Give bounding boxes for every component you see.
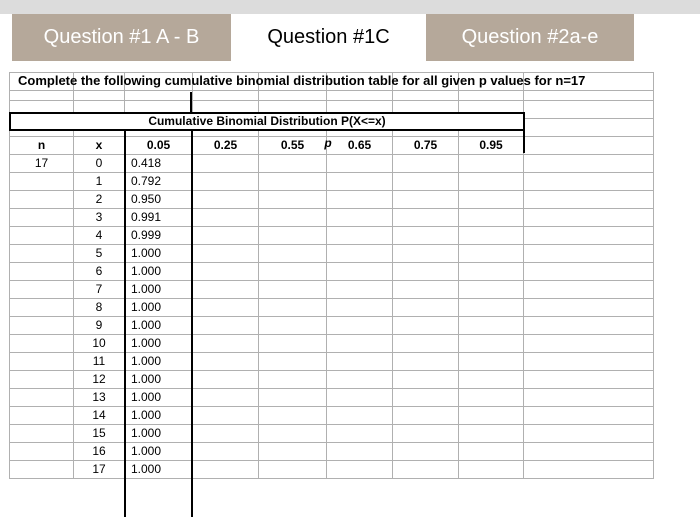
empty-value-cell[interactable] [459,209,524,227]
x-cell[interactable]: 1 [74,173,125,191]
empty-value-cell[interactable] [327,443,393,461]
empty-value-cell[interactable] [193,461,259,479]
empty-value-cell[interactable] [193,371,259,389]
x-cell[interactable]: 2 [74,191,125,209]
value-cell-p-0-05[interactable]: 1.000 [125,299,193,317]
x-cell[interactable]: 17 [74,461,125,479]
value-cell-p-0-05[interactable]: 1.000 [125,281,193,299]
empty-value-cell[interactable] [193,425,259,443]
empty-value-cell[interactable] [327,227,393,245]
empty-value-cell[interactable] [193,317,259,335]
table-row [10,281,654,299]
value-cell-p-0-05[interactable]: 1.000 [125,461,193,479]
empty-value-cell[interactable] [327,317,393,335]
empty-value-cell[interactable] [393,389,459,407]
binomial-table [9,72,654,479]
empty-value-cell[interactable] [393,407,459,425]
empty-value-cell[interactable] [327,281,393,299]
empty-value-cell[interactable] [327,263,393,281]
empty-value-cell[interactable] [259,371,327,389]
table-row [10,191,654,209]
tab-question-1c[interactable]: Question #1C [231,14,426,61]
empty-value-cell[interactable] [259,407,327,425]
empty-value-cell[interactable] [193,353,259,371]
empty-cell[interactable] [524,245,654,263]
value-cell-p-0-05[interactable]: 1.000 [125,317,193,335]
empty-value-cell[interactable] [327,173,393,191]
divider-line [523,131,525,153]
n-cell[interactable] [10,209,74,227]
table-row [10,443,654,461]
empty-cell[interactable] [524,263,654,281]
table-row [10,245,654,263]
empty-value-cell[interactable] [327,191,393,209]
empty-cell[interactable] [524,155,654,173]
value-cell-p-0-05[interactable]: 1.000 [125,335,193,353]
divider-line [190,92,192,112]
n-cell[interactable] [10,335,74,353]
x-cell[interactable]: 16 [74,443,125,461]
empty-cell[interactable] [524,407,654,425]
empty-value-cell[interactable] [259,353,327,371]
empty-value-cell[interactable] [259,461,327,479]
empty-value-cell[interactable] [393,263,459,281]
n-cell[interactable] [10,353,74,371]
empty-cell[interactable] [524,461,654,479]
x-cell[interactable]: 15 [74,425,125,443]
empty-value-cell[interactable] [393,353,459,371]
value-cell-p-0-05[interactable]: 0.991 [125,209,193,227]
table-row [10,263,654,281]
empty-cell[interactable] [524,335,654,353]
empty-value-cell[interactable] [393,443,459,461]
n-cell[interactable] [10,389,74,407]
x-cell[interactable]: 0 [74,155,125,173]
value-cell-p-0-05[interactable]: 1.000 [125,245,193,263]
empty-value-cell[interactable] [459,389,524,407]
empty-value-cell[interactable] [193,191,259,209]
empty-value-cell[interactable] [393,191,459,209]
n-cell[interactable] [10,425,74,443]
empty-value-cell[interactable] [259,335,327,353]
x-cell[interactable]: 7 [74,281,125,299]
header-p-0-75[interactable]: 0.75 [393,137,459,155]
spacer-row [10,91,654,101]
empty-value-cell[interactable] [259,263,327,281]
n-cell[interactable] [10,443,74,461]
empty-value-cell[interactable] [193,245,259,263]
empty-value-cell[interactable] [393,299,459,317]
table-body [10,73,654,479]
empty-value-cell[interactable] [259,425,327,443]
header-x[interactable]: x [74,137,125,155]
n-cell[interactable] [10,281,74,299]
empty-value-cell[interactable] [327,425,393,443]
empty-value-cell[interactable] [327,209,393,227]
empty-value-cell[interactable] [459,281,524,299]
empty-value-cell[interactable] [393,173,459,191]
empty-value-cell[interactable] [259,173,327,191]
empty-value-cell[interactable] [193,299,259,317]
table-row [10,389,654,407]
value-cell-p-0-05[interactable]: 0.950 [125,191,193,209]
empty-value-cell[interactable] [459,443,524,461]
n-cell[interactable] [10,461,74,479]
table-row [10,425,654,443]
n-cell[interactable] [10,173,74,191]
empty-value-cell[interactable] [259,389,327,407]
n-cell[interactable] [10,407,74,425]
empty-value-cell[interactable] [259,299,327,317]
instructions-text: Complete the following cumulative binomial distribution table for all given p values for n=17 [18,73,586,88]
empty-value-cell[interactable] [393,155,459,173]
value-cell-p-0-05[interactable]: 1.000 [125,371,193,389]
empty-value-cell[interactable] [459,353,524,371]
empty-value-cell[interactable] [393,227,459,245]
value-cell-p-0-05[interactable]: 0.792 [125,173,193,191]
empty-value-cell[interactable] [459,263,524,281]
header-p-0-55[interactable]: 0.55 [259,137,327,155]
empty-value-cell[interactable] [259,443,327,461]
table-row [10,461,654,479]
divider-line [124,131,126,517]
value-cell-p-0-05[interactable]: 1.000 [125,263,193,281]
table-row [10,227,654,245]
n-cell[interactable] [10,317,74,335]
empty-value-cell[interactable] [459,335,524,353]
header-p-0-25[interactable]: 0.25 [193,137,259,155]
divider-line [191,131,193,517]
x-cell[interactable]: 14 [74,407,125,425]
value-cell-p-0-05[interactable]: 1.000 [125,353,193,371]
distribution-title: Cumulative Binomial Distribution P(X<=x) [9,112,525,131]
x-cell[interactable]: 13 [74,389,125,407]
empty-value-cell[interactable] [259,317,327,335]
table-row [10,317,654,335]
value-cell-p-0-05[interactable]: 1.000 [125,389,193,407]
table-row [10,407,654,425]
empty-value-cell[interactable] [193,281,259,299]
empty-value-cell[interactable] [259,191,327,209]
table-row [10,335,654,353]
n-cell[interactable]: 17 [10,155,74,173]
empty-value-cell[interactable] [459,173,524,191]
header-p-0-65[interactable]: 0.65 [327,137,393,155]
empty-value-cell[interactable] [193,389,259,407]
empty-value-cell[interactable] [327,245,393,263]
empty-value-cell[interactable] [327,371,393,389]
empty-cell[interactable] [524,389,654,407]
top-strip [0,0,700,14]
x-cell[interactable]: 6 [74,263,125,281]
empty-value-cell[interactable] [259,209,327,227]
x-cell[interactable]: 4 [74,227,125,245]
empty-value-cell[interactable] [393,245,459,263]
x-cell[interactable]: 11 [74,353,125,371]
value-cell-p-0-05[interactable]: 1.000 [125,443,193,461]
empty-value-cell[interactable] [459,371,524,389]
empty-value-cell[interactable] [193,443,259,461]
value-cell-p-0-05[interactable]: 0.418 [125,155,193,173]
header-p-0-05[interactable]: 0.05 [125,137,193,155]
table-row [10,173,654,191]
empty-value-cell[interactable] [459,191,524,209]
empty-value-cell[interactable] [259,281,327,299]
empty-value-cell[interactable] [327,335,393,353]
empty-value-cell[interactable] [459,461,524,479]
empty-value-cell[interactable] [393,371,459,389]
empty-value-cell[interactable] [193,173,259,191]
empty-value-cell[interactable] [327,407,393,425]
empty-value-cell[interactable] [193,335,259,353]
empty-value-cell[interactable] [193,263,259,281]
empty-cell[interactable] [524,281,654,299]
empty-value-cell[interactable] [393,335,459,353]
value-cell-p-0-05[interactable]: 1.000 [125,425,193,443]
empty-cell[interactable] [524,425,654,443]
empty-cell[interactable] [524,173,654,191]
empty-value-cell[interactable] [259,155,327,173]
empty-value-cell[interactable] [327,389,393,407]
empty-cell[interactable] [524,353,654,371]
header-n[interactable]: n [10,137,74,155]
empty-value-cell[interactable] [393,317,459,335]
empty-value-cell[interactable] [259,227,327,245]
table-row [10,353,654,371]
n-cell[interactable] [10,299,74,317]
table-row [10,299,654,317]
empty-value-cell[interactable] [193,227,259,245]
empty-cell[interactable] [524,209,654,227]
empty-cell[interactable] [524,317,654,335]
empty-value-cell[interactable] [393,281,459,299]
empty-value-cell[interactable] [459,227,524,245]
tab-question-1a-b[interactable]: Question #1 A - B [12,14,231,61]
value-cell-p-0-05[interactable]: 0.999 [125,227,193,245]
x-cell[interactable]: 3 [74,209,125,227]
table-row [10,209,654,227]
empty-cell[interactable] [524,371,654,389]
x-cell[interactable]: 10 [74,335,125,353]
empty-cell[interactable] [524,191,654,209]
empty-value-cell[interactable] [193,407,259,425]
empty-value-cell[interactable] [459,407,524,425]
empty-value-cell[interactable] [459,155,524,173]
empty-value-cell[interactable] [327,461,393,479]
n-cell[interactable] [10,191,74,209]
tab-question-2a-e[interactable]: Question #2a-e [426,14,634,61]
n-cell[interactable] [10,263,74,281]
empty-value-cell[interactable] [327,299,393,317]
x-cell[interactable]: 9 [74,317,125,335]
n-cell[interactable] [10,245,74,263]
empty-value-cell[interactable] [327,353,393,371]
empty-cell[interactable] [524,443,654,461]
x-cell[interactable]: 8 [74,299,125,317]
empty-value-cell[interactable] [193,155,259,173]
table-row [10,371,654,389]
header-p-0-95[interactable]: 0.95 [459,137,524,155]
empty-value-cell[interactable] [193,209,259,227]
empty-value-cell[interactable] [393,425,459,443]
empty-value-cell[interactable] [393,209,459,227]
x-cell[interactable]: 12 [74,371,125,389]
sheet-tab-bar [0,14,700,61]
empty-value-cell[interactable] [327,155,393,173]
x-cell[interactable]: 5 [74,245,125,263]
p-axis-label: p [324,136,332,150]
empty-cell[interactable] [524,299,654,317]
empty-value-cell[interactable] [459,245,524,263]
empty-value-cell[interactable] [259,245,327,263]
empty-cell[interactable] [524,227,654,245]
value-cell-p-0-05[interactable]: 1.000 [125,407,193,425]
n-cell[interactable] [10,227,74,245]
empty-value-cell[interactable] [459,425,524,443]
empty-value-cell[interactable] [393,461,459,479]
empty-value-cell[interactable] [459,317,524,335]
table-row [10,155,654,173]
n-cell[interactable] [10,371,74,389]
empty-value-cell[interactable] [459,299,524,317]
